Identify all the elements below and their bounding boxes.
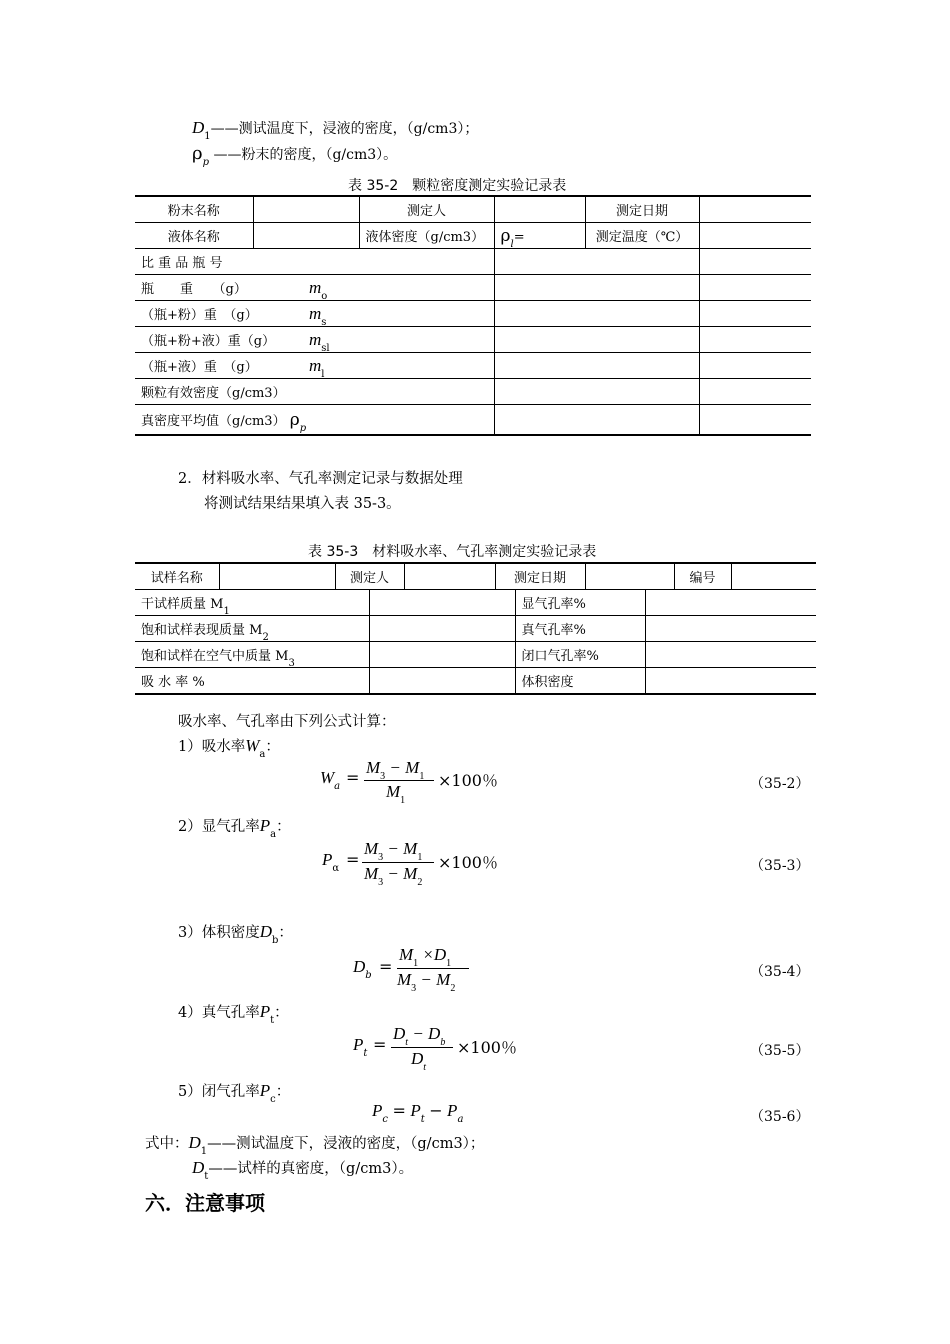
rho-symbol: ρ [500, 225, 511, 246]
formula-35-5: $P_t$ = $D_t - D_b$ $D_t$ ×100％ [353, 1024, 517, 1073]
row-bottle-weight [135, 275, 494, 301]
row-saturated-apparent-mass [135, 616, 369, 642]
cell-blank [494, 379, 699, 405]
mass-subscript: sl [321, 342, 330, 354]
row-bulk-density: 体积密度 [515, 668, 645, 695]
section2-text: 将测试结果结果填入表 35-3。 [204, 496, 401, 512]
row-dry-mass [135, 590, 369, 616]
cell-blank [369, 616, 515, 642]
cell-blank [699, 301, 811, 327]
row-label: 吸 水 率 % [141, 675, 205, 690]
cell-blank [494, 405, 699, 436]
cell-number [731, 563, 816, 590]
cell-blank [494, 353, 699, 379]
eq-number-35-2: （35-2） [750, 776, 810, 792]
equals-sign: = [513, 229, 525, 245]
mass-subscript: o [321, 290, 328, 302]
cell-liquid-density-label: 液体密度（g/cm3） [359, 223, 494, 249]
rho-symbol: ρ [289, 409, 300, 430]
formula-35-2: $W_a$ = $M_3 - M_1$ $M_1$ ×100％ [320, 758, 498, 806]
mass-symbol: m [309, 303, 322, 323]
cell-tester [494, 196, 585, 223]
intro-rho-line: $\rho_p$ ——粉末的密度，（g/cm3）。 [192, 143, 398, 168]
cell-blank [494, 327, 699, 353]
cell-liquid-name-label: 液体名称 [135, 223, 253, 249]
cell-blank [699, 379, 811, 405]
row-label: 瓶 重 （g） [141, 281, 247, 297]
section6-heading: 六．注意事项 [145, 1191, 265, 1215]
row-label: 比 重 品 瓶 号 [141, 256, 223, 271]
row-subscript: 2 [262, 632, 269, 643]
cell-blank [699, 353, 811, 379]
cell-temp-label: 测定温度（℃） [585, 223, 699, 249]
row-label: （瓶+液）重 （g） [141, 359, 258, 375]
row-bottle-no [135, 249, 494, 275]
cell-blank [494, 249, 699, 275]
cell-blank [645, 668, 816, 695]
row-true-porosity: 真气孔率% [515, 616, 645, 642]
row-label: （瓶+粉）重 （g） [141, 307, 258, 323]
cell-date [585, 563, 674, 590]
cell-number-label: 编号 [674, 563, 731, 590]
formula-35-6: $P_c = P_t - P_a$ [372, 1101, 464, 1125]
cell-blank [369, 590, 515, 616]
cell-blank [494, 275, 699, 301]
cell-powder-name [253, 196, 359, 223]
cell-temp [699, 223, 811, 249]
formula-label-4: 4）真气孔率$P_t$： [178, 1002, 289, 1026]
row-label: 干试样质量 M [141, 597, 224, 612]
mass-symbol: m [309, 277, 322, 297]
row-saturated-air-mass [135, 642, 369, 668]
cell-blank [645, 642, 816, 668]
formula-label-1: 1）吸水率$W_a$： [178, 736, 280, 760]
porosity-record-table [135, 589, 816, 695]
cell-blank [699, 249, 811, 275]
cell-blank [699, 405, 811, 436]
formula-35-4: $D_b$ = $M_1 \times D_1$ $M_3 - M_2$ [353, 957, 372, 977]
row-effective-density [135, 379, 494, 405]
row-subscript: 3 [288, 658, 295, 669]
cell-tester [404, 563, 495, 590]
cell-date-label: 测定日期 [585, 196, 699, 223]
row-true-density-avg [135, 405, 494, 436]
cell-powder-name-label: 粉末名称 [135, 196, 253, 223]
table1-title: 表 35-2 颗粒密度测定实验记录表 [348, 178, 567, 194]
formula-label-2: 2）显气孔率$P_a$： [178, 816, 291, 840]
intro-d1-line: $D_1——$测试温度下，浸液的密度，（g/cm3）； [192, 118, 479, 142]
cell-blank [645, 616, 816, 642]
eq-number-35-4: （35-4） [750, 964, 810, 980]
eq-number-35-6: （35-6） [750, 1109, 810, 1125]
cell-blank [369, 642, 515, 668]
cell-blank [645, 590, 816, 616]
cell-date-label: 测定日期 [495, 563, 585, 590]
row-label: 饱和试样表现质量 M [141, 623, 263, 638]
cell-blank [699, 327, 811, 353]
row-bottle-powder-liquid-weight [135, 327, 494, 353]
formula-label-5: 5）闭气孔率$P_c$： [178, 1081, 291, 1105]
cell-sample-name-label: 试样名称 [135, 563, 219, 590]
section2-heading: 2．材料吸水率、气孔率测定记录与数据处理 [178, 471, 463, 487]
mass-symbol: m [309, 355, 322, 375]
row-water-absorption [135, 668, 369, 695]
cell-blank [369, 668, 515, 695]
row-bottle-liquid-weight [135, 353, 494, 379]
rho-subscript: l [510, 238, 514, 250]
cell-date [699, 196, 811, 223]
cell-tester-label: 测定人 [359, 196, 494, 223]
formula-label-3: 3）体积密度$D_b$： [178, 922, 293, 946]
mass-symbol: m [309, 329, 322, 349]
cell-blank [699, 275, 811, 301]
cell-tester-label: 测定人 [335, 563, 404, 590]
porosity-header-table [135, 562, 816, 590]
formula-35-3: $P_\alpha$ = $M_3 - M_1$ $M_3 - M_2$ ×100％ [322, 839, 498, 888]
row-subscript: 1 [223, 606, 230, 617]
row-label: 饱和试样在空气中质量 M [141, 649, 289, 664]
rho-subscript: p [299, 422, 307, 434]
table2-title: 表 35-3 材料吸水率、气孔率测定实验记录表 [308, 544, 597, 560]
row-bottle-powder-weight [135, 301, 494, 327]
eq-number-35-5: （35-5） [750, 1043, 810, 1059]
row-label: 颗粒有效密度（g/cm3） [141, 386, 286, 401]
notes-d1-line: 式中：$D_1——$测试温度下，浸液的密度，（g/cm3）； [145, 1133, 485, 1157]
cell-liquid-name [253, 223, 359, 249]
cell-sample-name [219, 563, 335, 590]
formulas-intro: 吸水率、气孔率由下列公式计算： [178, 714, 396, 730]
density-record-table [135, 195, 811, 436]
row-apparent-porosity: 显气孔率% [515, 590, 645, 616]
notes-dt-line: $D_t——$试样的真密度，（g/cm3）。 [192, 1158, 414, 1182]
mass-subscript: l [321, 368, 325, 380]
cell-liquid-density [494, 223, 585, 249]
eq-number-35-3: （35-3） [750, 858, 810, 874]
row-label: 真密度平均值（g/cm3） [141, 413, 286, 429]
row-closed-porosity: 闭口气孔率% [515, 642, 645, 668]
mass-subscript: s [321, 316, 327, 328]
row-label: （瓶+粉+液）重（g） [141, 333, 276, 349]
cell-blank [494, 301, 699, 327]
